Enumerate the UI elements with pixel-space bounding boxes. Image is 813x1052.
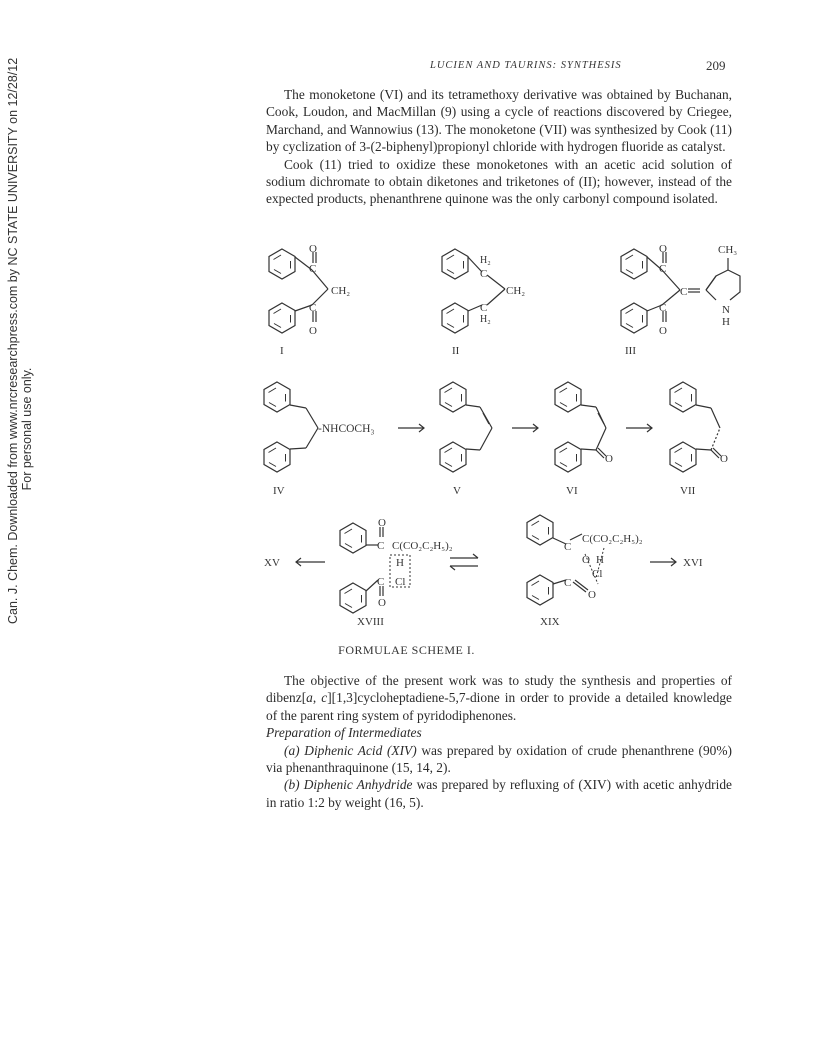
compound-label-I: I (280, 345, 284, 357)
atom-label: C (480, 268, 488, 280)
paragraph-diphenic-acid (266, 742, 732, 777)
objective-separator: , (312, 690, 322, 706)
compound-V-structure (440, 382, 492, 472)
paragraph-objective (266, 672, 732, 724)
atom-label: Cl (395, 576, 406, 588)
intro-text (266, 86, 732, 208)
formulae-scheme (240, 240, 760, 660)
item-a-text: was prepared by oxidation of crude phenanthrene (90%) via phenanthraquinone (15, 14, 2). (266, 742, 732, 776)
section-subheading: Preparation of Intermediates (266, 725, 422, 741)
compound-IV-structure (264, 382, 318, 472)
compound-label-IV: IV (273, 485, 285, 497)
atom-label: O (309, 243, 317, 255)
atom-label: C (659, 302, 667, 314)
compound-label-VII: VII (680, 485, 696, 497)
reaction-arrows (296, 424, 676, 570)
atom-label: O (378, 517, 386, 529)
atom-label: O (588, 589, 596, 601)
item-b-title: Diphenic Anhydride (303, 777, 413, 793)
item-a-title: Diphenic Acid (XIV) (304, 742, 417, 758)
atom-label: H₂ (480, 255, 491, 266)
page-number: 209 (706, 58, 726, 73)
atom-label: O (309, 325, 317, 337)
atom-label: C (309, 263, 317, 275)
compound-label-III: III (625, 345, 636, 357)
ester-label: C(CO₂C₂H₅)₂ (582, 533, 643, 545)
atom-label: H (396, 557, 404, 569)
atom-label: O (659, 325, 667, 337)
atom-label: O (659, 243, 667, 255)
item-b-label: (b) (284, 777, 300, 793)
atom-label: C (680, 286, 688, 298)
atom-label: O (605, 453, 613, 465)
atom-label: CH₂ (331, 285, 351, 297)
page-header (0, 60, 813, 78)
compound-VII-structure (670, 382, 721, 472)
substituent-label: -NHCOCH₃ (318, 423, 375, 435)
atom-label: C (564, 577, 572, 589)
paragraph-monoketone: The monoketone (VI) and its tetramethoxy derivative was obtained by Buchanan, Cook, Loudon, and MacMillan (9) using a cycle of reactions discovered by Criegee, Marchand, and Wannowius (13). The monoketone (VII) was synthesized by Cook (11) by cyclization of 3-(2-biphenyl)propionyl chloride with hydrogen fluoride as catalyst. (266, 87, 732, 155)
compound-label-V: V (453, 485, 461, 497)
item-b-text: was prepared by refluxing of (XIV) with acetic anhydride in ratio 1:2 by weight (16, 5). (266, 777, 732, 810)
atom-label: CH₃ (718, 244, 738, 256)
atom-label: CH₂ (506, 285, 526, 297)
atom-label: Cl (592, 568, 603, 580)
objective-suffix: ][1,3]cycloheptadiene-5,7-dione in order to provide a detailed knowledge of the parent ring system of pyridodiphenones. (266, 690, 732, 723)
paragraph-diphenic-anhydride (266, 776, 732, 811)
compound-VI-structure (555, 382, 606, 472)
atom-label: C (659, 263, 667, 275)
scheme-caption: FORMULAE SCHEME I. (338, 643, 475, 657)
compound-I-structure (269, 249, 328, 333)
atom-label: H (722, 316, 730, 328)
ester-label: C(CO₂C₂H₅)₂ (392, 540, 453, 552)
paragraph-oxidation: Cook (11) tried to oxidize these monoketones with an acetic acid solution of sodium dichromate to obtain diketones and triketones of (II); however, instead of the expected products, phenanthrene quinone was the only carbonyl compound isolated. (266, 156, 732, 207)
atom-label: O (720, 453, 728, 465)
objective-italic-a: a (306, 690, 313, 706)
download-notice-line-1: Can. J. Chem. Downloaded from www.nrcresearchpress.com by NC STATE UNIVERSITY on 12/28/12 (6, 57, 20, 624)
compound-label-XVI: XVI (683, 557, 703, 569)
atom-label: H (596, 554, 604, 566)
atom-label: C (564, 541, 572, 553)
atom-label: N (722, 304, 730, 316)
compound-II-structure (442, 249, 505, 333)
compound-label-VI: VI (566, 485, 578, 497)
download-notice-line-2: For personal use only. (20, 367, 34, 491)
atom-label: H₂ (480, 314, 491, 325)
objective-italic-c: c (321, 690, 328, 706)
body-text (266, 672, 732, 811)
scheme-drawing (240, 240, 760, 660)
compound-label-XVIII: XVIII (357, 616, 384, 628)
item-a-label: (a) (284, 742, 300, 758)
atom-label: C (309, 302, 317, 314)
objective-prefix: The objective of the present work was to study the synthesis and properties of dibenz[ (266, 673, 732, 706)
atom-label: C (480, 302, 488, 314)
atom-label: C (377, 576, 385, 588)
compound-label-II: II (452, 345, 460, 357)
compound-label-XIX: XIX (540, 616, 560, 628)
running-head: LUCIEN AND TAURINS: SYNTHESIS (430, 60, 622, 71)
atom-label: C (377, 540, 385, 552)
download-notice (6, 57, 34, 624)
atom-label: O (582, 554, 590, 566)
compound-label-XV: XV (264, 557, 280, 569)
atom-label: O (378, 597, 386, 609)
